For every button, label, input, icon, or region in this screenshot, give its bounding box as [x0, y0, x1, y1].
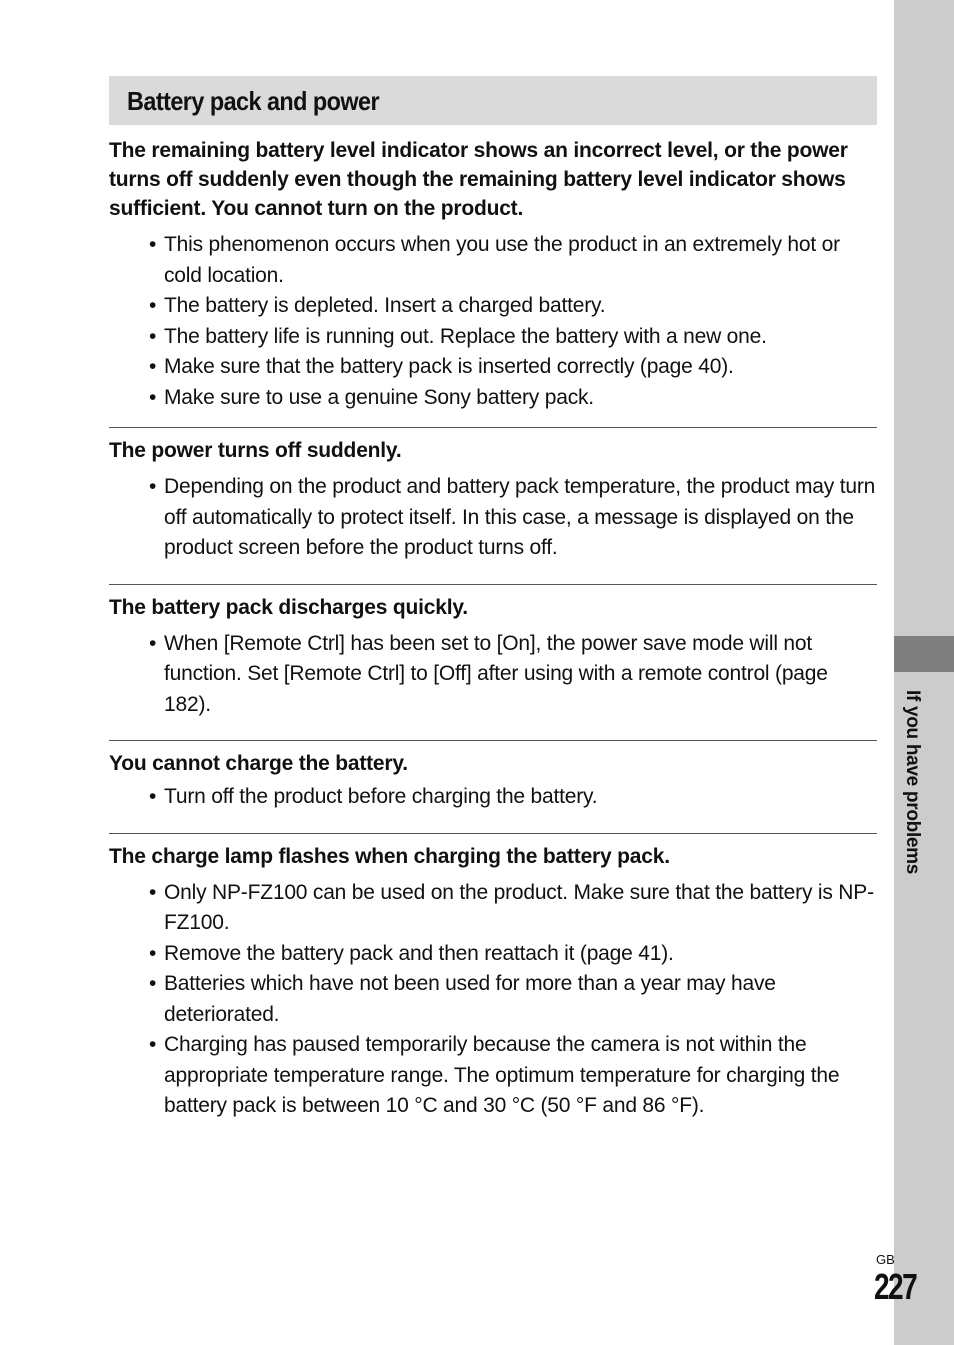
section-divider — [109, 584, 877, 585]
page-number: 227 — [874, 1266, 917, 1307]
bullet-icon: • — [149, 880, 157, 904]
solution-item — [149, 322, 877, 353]
solution-item — [149, 1030, 877, 1122]
chapter-label: If you have problems — [902, 690, 923, 875]
solution-item — [149, 472, 877, 564]
solution-item — [149, 969, 877, 1030]
section-title: Battery pack and power — [127, 86, 380, 116]
solution-list — [109, 230, 877, 413]
solution-list — [109, 878, 877, 1122]
solution-list — [109, 629, 877, 721]
region-code: GB — [876, 1252, 895, 1267]
bullet-icon: • — [149, 355, 157, 378]
issue-title: The battery pack discharges quickly. — [109, 595, 468, 619]
solution-item — [149, 782, 877, 813]
solution-text: The battery is depleted. Insert a charged battery. — [164, 294, 606, 317]
section-divider — [109, 833, 877, 834]
section-divider — [109, 427, 877, 428]
solution-text: Only NP-FZ100 can be used on the product. Make sure that the battery is NP-FZ100. — [164, 880, 874, 934]
solution-text: When [Remote Ctrl] has been set to [On], the power save mode will not function. Set [Remote Ctrl] to [Off] after using with a remote control (page 182). — [164, 631, 828, 716]
chapter-tab-marker — [894, 636, 954, 672]
section-divider — [109, 740, 877, 741]
issue-title: The remaining battery level indicator shows an incorrect level, or the power turns off suddenly even though the remaining battery level indicator shows sufficient. You cannot turn on the product. — [109, 139, 848, 220]
solution-item — [149, 629, 877, 721]
solution-item — [149, 878, 877, 939]
solution-list — [109, 472, 877, 564]
issue-block — [109, 842, 877, 1122]
section-header — [109, 76, 877, 125]
bullet-icon: • — [149, 475, 157, 498]
bullet-icon: • — [149, 1033, 157, 1056]
solution-item — [149, 291, 877, 322]
bullet-icon: • — [149, 785, 157, 808]
solution-text: Charging has paused temporarily because the camera is not within the appropriate temperature range. The optimum temperature for charging the battery pack is between 10 °C and 30 °C (50 °F and 86 °F). — [164, 1033, 840, 1117]
solution-text: Remove the battery pack and then reattach it (page 41). — [164, 941, 674, 965]
troubleshooting-content — [109, 136, 877, 1122]
bullet-icon: • — [149, 631, 157, 655]
issue-title: You cannot charge the battery. — [109, 752, 408, 775]
bullet-icon: • — [149, 294, 157, 317]
issue-block — [109, 749, 877, 813]
solution-text: Make sure to use a genuine Sony battery pack. — [164, 385, 594, 409]
solution-list — [109, 782, 877, 813]
issue-block — [109, 136, 877, 413]
solution-text: The battery life is running out. Replace the battery with a new one. — [164, 324, 767, 348]
issue-block — [109, 436, 877, 564]
solution-item — [149, 939, 877, 970]
solution-text: Make sure that the battery pack is inserted correctly (page 40). — [164, 355, 734, 378]
bullet-icon: • — [149, 972, 157, 995]
issue-block — [109, 593, 877, 721]
bullet-icon: • — [149, 324, 157, 348]
solution-item — [149, 352, 877, 383]
solution-item — [149, 383, 877, 414]
bullet-icon: • — [149, 233, 157, 256]
chapter-sidebar — [894, 0, 954, 1345]
solution-item — [149, 230, 877, 291]
issue-title: The charge lamp flashes when charging the battery pack. — [109, 844, 670, 868]
solution-text: Turn off the product before charging the battery. — [164, 785, 598, 808]
bullet-icon: • — [149, 941, 157, 965]
solution-text: Depending on the product and battery pack temperature, the product may turn off automatically to protect itself. In this case, a message is displayed on the product screen before the product turns off. — [164, 475, 876, 559]
bullet-icon: • — [149, 385, 157, 409]
solution-text: This phenomenon occurs when you use the product in an extremely hot or cold location. — [164, 233, 840, 287]
solution-text: Batteries which have not been used for more than a year may have deteriorated. — [164, 972, 776, 1026]
issue-title: The power turns off suddenly. — [109, 439, 402, 462]
